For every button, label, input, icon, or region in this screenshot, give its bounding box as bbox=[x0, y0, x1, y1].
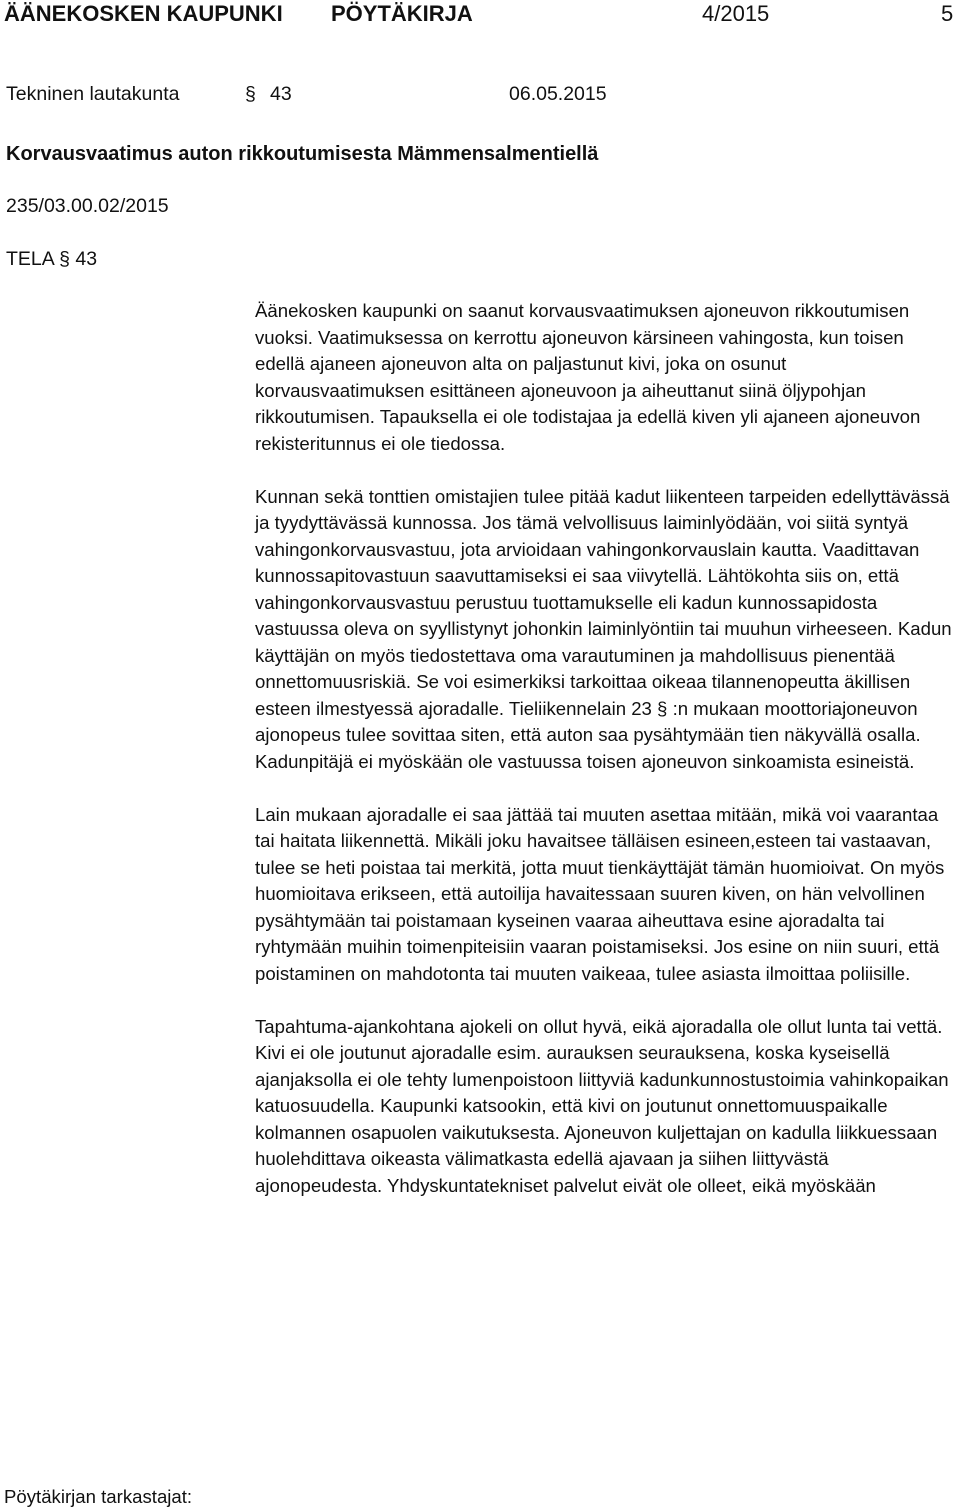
tela-number: 43 bbox=[75, 248, 98, 270]
section-number: 43 bbox=[270, 83, 292, 105]
section-symbol: § bbox=[245, 83, 256, 105]
page-title: Korvausvaatimus auton rikkoutumisesta Mämmensalmentiellä bbox=[6, 143, 599, 165]
paragraph-maintenance: Kunnan sekä tonttien omistajien tulee pitää kadut liikenteen tarpeiden edellyttävässä ja tyydyttävässä kunnossa. Jos tämä velvollisuus laiminlyödään, voi siitä syntyä vahingonkorvausvastuu, jota arvioidaan vahingonkorvauslain kautta. Vaadittavan kunnossapitovastuun saavuttamiseksi ei saa viivytellä. Lähtökohta siis on, että vahingonkorvausvastuu perustuu tuottamukselle eli kadun kunnossapidosta vastuussa oleva on syyllistynyt johonkin laiminlyöntiin tai muuhun virheeseen. Kadun käyttäjän on myös tiedostettava oma varautuminen ja mahdollisuus pienentää onnettomuusriskiä. Se voi esimerkiksi tarkoittaa oikeaa tilannenopeutta äkillisen esteen ilmestyessä ajoradalle. Tieliikennelain 23 § :n mukaan moottoriajoneuvon ajonopeus tulee sovittaa siten, että auton saa pysähtymään tien näkyvällä osalla. Kadunpitäjä ei myöskään ole vastuussa toisen ajoneuvon sinkoamista esineistä. bbox=[255, 485, 952, 772]
header-doc-number: 4/2015 bbox=[702, 1, 770, 26]
meeting-date: 06.05.2015 bbox=[509, 83, 607, 105]
paragraph-claim: Äänekosken kaupunki on saanut korvausvaatimuksen ajoneuvon rikkoutumisen vuoksi. Vaatimuksessa on kerrottu ajoneuvon kärsineen vahingosta, kun toisen edellä ajaneen ajoneuvon alta on paljastunut kivi, joka on osunut korvausvaatimuksen esittäneen ajoneuvoon ja aiheuttanut siinä öljypohjan rikkoutumisen. Tapauksella ei ole todistajaa ja edellä kiven yli ajaneen ajoneuvon rekisteritunnus ei ole tiedossa. bbox=[255, 300, 921, 454]
header-doc-type: PÖYTÄKIRJA bbox=[331, 1, 473, 26]
header-page-number: 5 bbox=[941, 1, 954, 26]
paragraph-law: Lain mukaan ajoradalle ei saa jättää tai muuten asettaa mitään, mikä voi vaarantaa tai haitata liikennettä. Mikäli joku havaitsee tälläisen esineen,esteen tai vastaavan, tulee se heti poistaa tai merkitä, jotta muut tienkäyttäjät tämän huomioivat. On myös huomioitava erikseen, että autoilija havaitessaan suuren kiven, on hän velvollinen pysähtymään tai poistamaan kyseinen vaaraa aiheuttava esine ajoradalta tai ryhtymään muihin toimenpiteisiin vaaran poistamiseksi. Jos esine on niin suuri, että poistaminen on mahdotonta tai muuten vaikeaa, tulee asiasta ilmoittaa poliisille. bbox=[255, 803, 945, 984]
footer-reviewers-label: Pöytäkirjan tarkastajat: bbox=[4, 1486, 193, 1507]
tela-reference bbox=[6, 246, 97, 272]
tela-label: TELA bbox=[6, 248, 54, 270]
body-text bbox=[255, 298, 957, 1226]
diary-number: 235/03.00.02/2015 bbox=[6, 195, 169, 217]
board-name: Tekninen lautakunta bbox=[6, 83, 180, 105]
tela-section-symbol: § bbox=[59, 248, 70, 270]
paragraph-conditions: Tapahtuma-ajankohtana ajokeli on ollut hyvä, eikä ajoradalla ole ollut lunta tai vettä. Kivi ei ole joutunut ajoradalle esim. aurauksen seurauksena, koska kyseisellä ajanjaksolla ei ole tehty lumenpoistoon liittyviä kadunkunnostustoimia vahinkopaikan katuosuudella. Kaupunki katsookin, että kivi on joutunut onnettomuuspaikalle kolmannen osapuolen vaikutuksesta. Ajoneuvon kuljettajan on kadulla liikkuessaan huolehdittava oikeasta välimatkasta edellä ajavaan ja siihen liittyvästä ajonopeudesta. Yhdyskuntatekniset palvelut eivät ole olleet, eikä myöskään bbox=[255, 1015, 949, 1196]
header-city: ÄÄNEKOSKEN KAUPUNKI bbox=[4, 1, 283, 26]
